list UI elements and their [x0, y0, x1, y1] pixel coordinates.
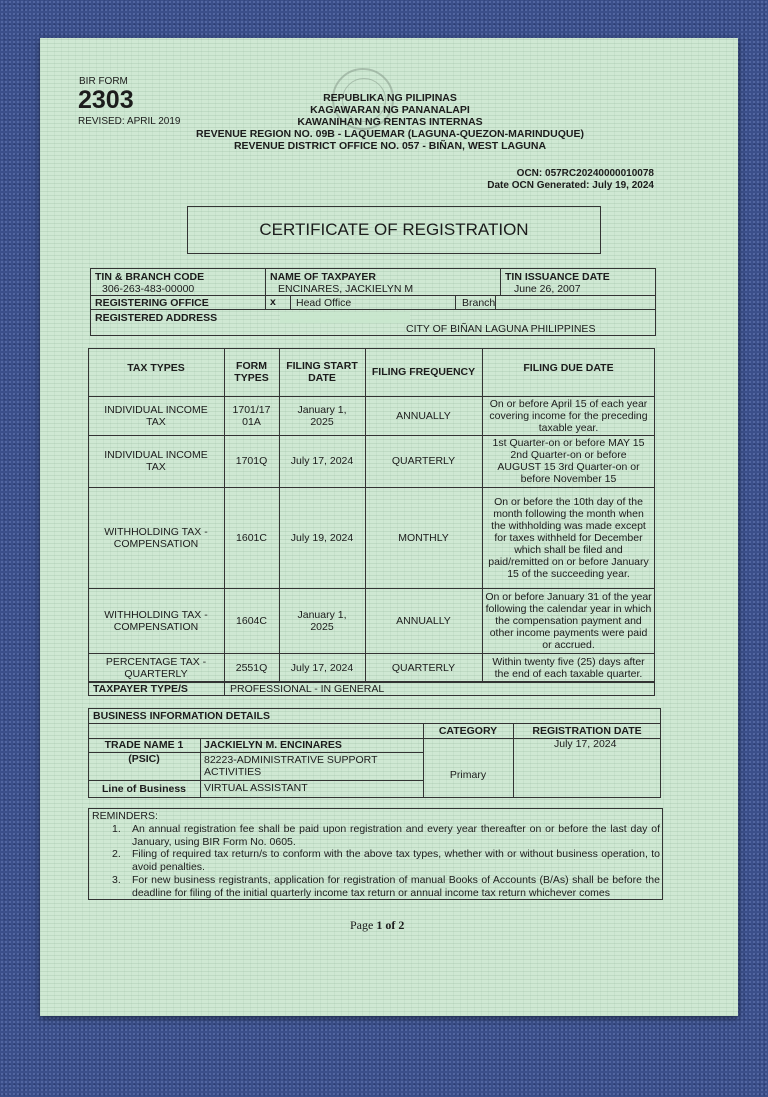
divider [224, 682, 225, 696]
row4-start: January 1, 2025 [297, 608, 347, 633]
reminders-title: REMINDERS: [92, 810, 158, 822]
head-office-label: Head Office [296, 297, 352, 309]
row1-frequency: ANNUALLY [396, 409, 451, 422]
divider [500, 268, 501, 295]
branch-label: Branch [462, 297, 496, 309]
psic-label: (PSIC) [128, 753, 160, 765]
header-filing-start: FILING START DATE [286, 360, 358, 384]
form-number: 2303 [78, 86, 134, 114]
lob-value: VIRTUAL ASSISTANT [204, 782, 308, 794]
header-tax-types: TAX TYPES [127, 362, 185, 374]
row2-tax-type: INDIVIDUAL INCOME TAX [104, 449, 208, 473]
header-line-5: REVENUE DISTRICT OFFICE NO. 057 - BIÑAN, WEST LAGUNA [233, 140, 547, 152]
row1-due: On or before April 15 of each year covering income for the preceding taxable year. [489, 397, 648, 434]
row3-due: On or before the 10th day of the month following the month when the withholding was made except for taxes withheld for December which shall be filed and paid/remitted on or before January 15 of the succeeding year. [488, 495, 649, 580]
header-filing-due: FILING DUE DATE [523, 362, 614, 374]
category-value: Primary [449, 769, 487, 781]
form-revised: REVISED: APRIL 2019 [78, 116, 181, 127]
row1-tax-type: INDIVIDUAL INCOME TAX [104, 403, 208, 428]
regdate-label: REGISTRATION DATE [532, 724, 642, 737]
row2-form: 1701Q [235, 455, 268, 467]
row4-frequency: ANNUALLY [396, 614, 451, 627]
issuance-label: TIN ISSUANCE DATE [505, 271, 610, 283]
trade-name: JACKIELYN M. ENCINARES [204, 739, 342, 751]
row2-frequency: QUARTERLY [391, 455, 456, 467]
psic-value: 82223-ADMINISTRATIVE SUPPORT ACTIVITIES [204, 754, 378, 778]
row5-start: July 17, 2024 [290, 661, 354, 674]
row3-frequency: MONTHLY [398, 531, 449, 544]
address-label: REGISTERED ADDRESS [95, 312, 218, 324]
header-form-types: FORM TYPES [234, 360, 269, 384]
business-section-label: BUSINESS INFORMATION DETAILS [93, 710, 270, 722]
registered-address: CITY OF BIÑAN LAGUNA PHILIPPINES [406, 323, 596, 335]
reminder-3-num: 3. [112, 874, 121, 886]
registration-date: July 17, 2024 [554, 738, 617, 750]
page-of: of [385, 918, 396, 932]
tin-label: TIN & BRANCH CODE [95, 271, 205, 283]
row5-frequency: QUARTERLY [391, 661, 456, 674]
header-line-3: KAWANIHAN NG RENTAS INTERNAS [297, 116, 483, 128]
page-current: 1 [376, 918, 383, 932]
divider [290, 295, 291, 309]
page-label: Page [350, 918, 374, 932]
header-line-2: KAGAWARAN NG PANANALAPI [310, 104, 470, 116]
row3-start: July 19, 2024 [290, 531, 354, 544]
divider [90, 309, 656, 310]
taxpayer-type-value: PROFESSIONAL - IN GENERAL [230, 683, 385, 695]
taxpayer-name-label: NAME OF TAXPAYER [270, 271, 376, 283]
divider [455, 295, 456, 309]
taxpayer-type-label: TAXPAYER TYPE/S [93, 683, 188, 695]
row3-tax-type: WITHHOLDING TAX - COMPENSATION [104, 525, 208, 550]
header-filing-frequency: FILING FREQUENCY [371, 366, 476, 378]
divider [200, 738, 201, 798]
row5-tax-type: PERCENTAGE TAX - QUARTERLY [105, 655, 207, 680]
row1-start: January 1, 2025 [297, 403, 347, 428]
tin-value: 306-263-483-00000 [102, 283, 195, 295]
row4-due: On or before January 31 of the year following the calendar year in which the compensation payment and other income payments were paid or accrued. [485, 590, 652, 651]
row5-form: 2551Q [235, 661, 268, 674]
form-label: BIR FORM [79, 76, 128, 87]
lob-label: Line of Business [101, 783, 186, 795]
reminder-1-num: 1. [112, 823, 121, 835]
redacted-address [280, 312, 410, 323]
page-total: 2 [398, 918, 405, 932]
page-indicator [350, 918, 404, 933]
row1-form: 1701/17 01A [232, 403, 271, 428]
reminder-2: Filing of required tax return/s to conform with the above tax types, whether with or without business operation, to avoid penalties. [132, 848, 660, 873]
row4-form: 1604C [236, 614, 267, 627]
head-office-checkbox: x [270, 296, 276, 308]
divider [90, 295, 656, 296]
category-label: CATEGORY [438, 724, 498, 737]
reminder-1: An annual registration fee shall be paid upon registration and every year thereafter on or before the last day of January, using BIR Form No. 0605. [132, 823, 660, 848]
trade-name-label: TRADE NAME 1 [104, 739, 184, 751]
row5-due: Within twenty five (25) days after the end of each taxable quarter. [492, 655, 645, 680]
reminder-3: For new business registrants, application for registration of manual Books of Accounts (B/As) shall be before the deadline for filing of the initial quarterly income tax return or annual income tax return whichever comes [132, 874, 660, 899]
issuance-date: June 26, 2007 [514, 283, 581, 295]
header-line-4: REVENUE REGION NO. 09B - LAQUEMAR (LAGUNA-QUEZON-MARINDUQUE) [196, 128, 584, 140]
row4-tax-type: WITHHOLDING TAX - COMPENSATION [104, 608, 208, 633]
ocn: OCN: 057RC20240000010078 [516, 168, 654, 179]
reminder-2-num: 2. [112, 848, 121, 860]
office-label: REGISTERING OFFICE [95, 297, 209, 309]
ocn-date: Date OCN Generated: July 19, 2024 [487, 180, 654, 191]
row2-start: July 17, 2024 [290, 455, 354, 467]
taxpayer-name: ENCINARES, JACKIELYN M [278, 283, 414, 295]
row3-form: 1601C [236, 531, 267, 544]
row2-due: 1st Quarter-on or before MAY 15 2nd Quarter-on or before AUGUST 15 3rd Quarter-on or before November 15 [492, 437, 645, 485]
divider [265, 268, 266, 309]
header-line-1: REPUBLIKA NG PILIPINAS [323, 92, 457, 104]
certificate-title: CERTIFICATE OF REGISTRATION [187, 206, 601, 254]
certificate-paper [40, 38, 738, 1016]
